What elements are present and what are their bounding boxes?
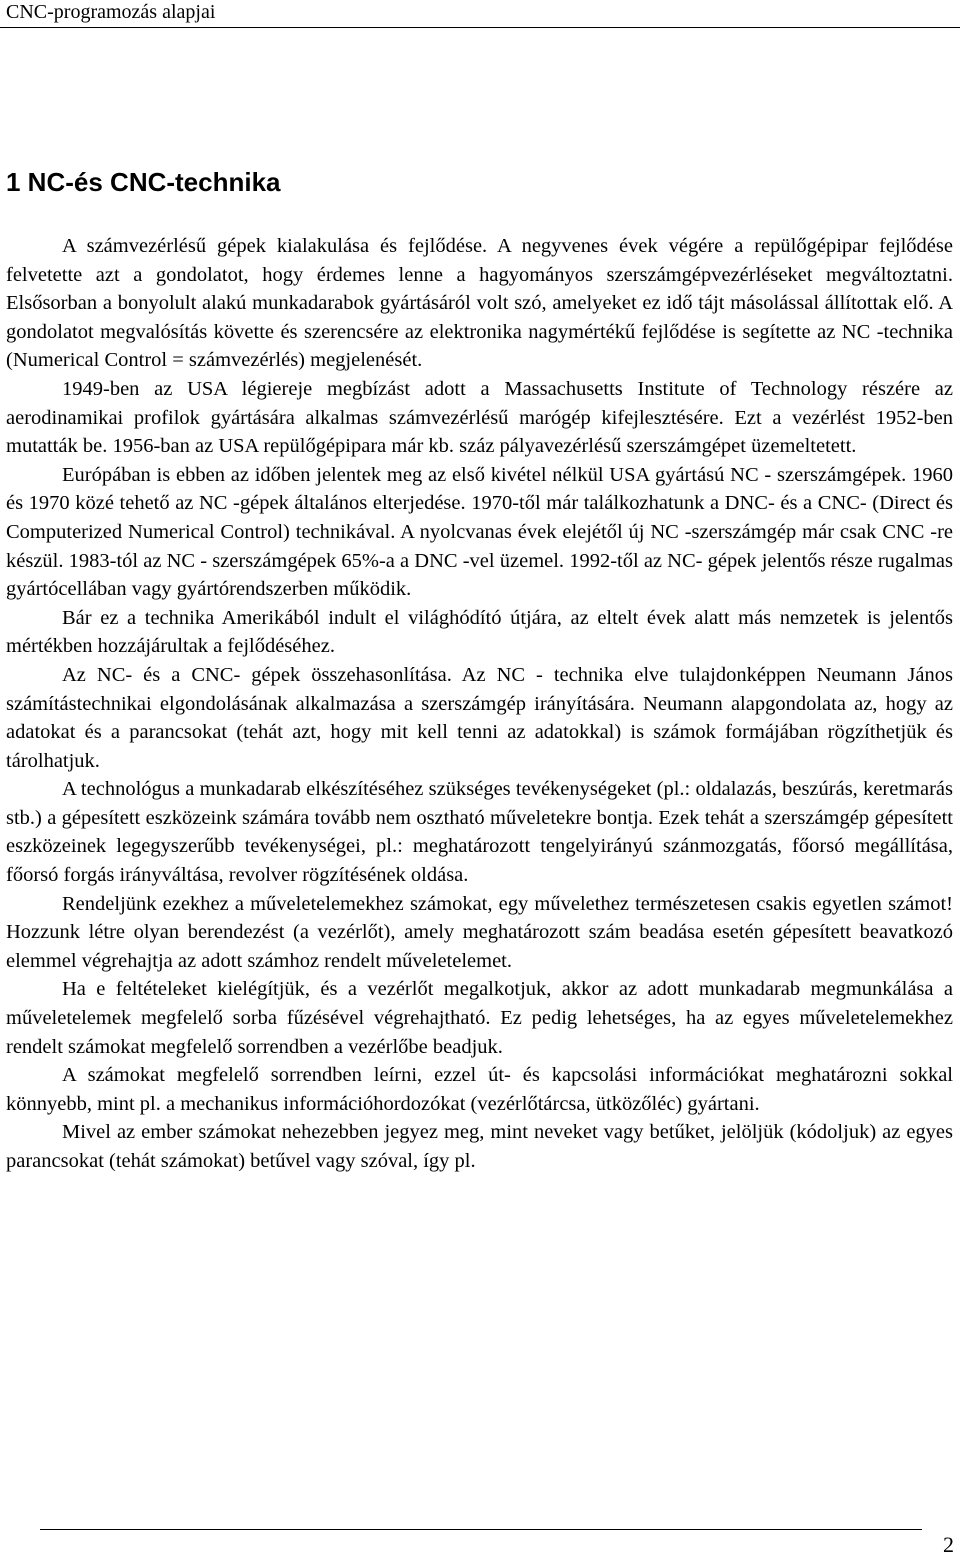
page-number: 2 — [943, 1532, 954, 1557]
paragraph: Rendeljünk ezekhez a műveletelemekhez számokat, egy művelethez természetesen csakis egyetlen számot! Hozzunk létre olyan berendezést (a vezérlőt), amely meghatározott szám beadása esetén gépesített beavatkozó elemmel végrehajtja az adott számhoz rendelt műveletelemet. — [6, 892, 953, 972]
paragraph: Európában is ebben az időben jelentek meg az első kivétel nélkül USA gyártású NC - szerszámgépek. 1960 és 1970 közé tehető az NC -gépek általános elterjedése. 1970-től már találkozhatunk a DNC- és a CNC- (Direct és Computerized Numerical Control) technikával. A nyolcvanas évek elejétől új NC -szerszámgép már csak CNC -re készül. 1983-tól az NC - szerszámgépek 65%-a a DNC -vel üzemel. 1992-től az NC- gépek jelentős része rugalmas gyártócellában vagy gyártórendszerben működik. — [6, 463, 953, 601]
paragraph: A számokat megfelelő sorrendben leírni, ezzel út- és kapcsolási információkat meghatározni sokkal könnyebb, mint pl. a mechanikus információhordozókat (vezérlőtárcsa, ütközőléc) gyártani. — [6, 1064, 953, 1115]
paragraph: A technológus a munkadarab elkészítéséhez szükséges tevékenységeket (pl.: oldalazás, beszúrás, keretmarás stb.) a gépesített eszközeink számára tovább nem osztható műveletekre bontja. Ezek tehát a szerszámgép gépesített eszközeinek legegyszerűbb tevékenységei, pl.: meghatározott tengelyirányú szánmozgatás, főorsó megállítása, főorsó forgás irányváltása, revolver rögzítésének oldása. — [6, 778, 953, 887]
paragraph: Az NC- és a CNC- gépek összehasonlítása. Az NC - technika elve tulajdonképpen Neumann János számítástechnikai elgondolásának alkalmazása a szerszámgép irányítására. Neumann alapgondolata az, hogy az adatokat és a parancsokat (tehát azt, hogy mit kell tenni az adatokkal) is számok formájában rögzíthetjük és tárolhatjuk. — [6, 663, 953, 772]
header-rule — [0, 27, 960, 28]
paragraph: Ha e feltételeket kielégítjük, és a vezérlőt megalkotjuk, akkor az adott munkadarab megmunkálása a műveletelemek megfelelő sorba fűzésével végrehajtható. Ez pedig lehetséges, ha az egyes műveletelemekhez rendelt számokat megfelelő sorrendben a vezérlőbe beadjuk. — [6, 978, 953, 1058]
paragraph: A számvezérlésű gépek kialakulása és fejlődése. A negyvenes évek végére a repülőgépipar fejlődése felvetette azt a gondolatot, hogy érdemes lenne a hagyományos szerszámgépvezérléseket megváltoztatni. Elsősorban a bonyolult alakú munkadarabok gyártásáról volt szó, amelyeket ez idő tájt másolással állítottak elő. A gondolatot megvalósítás követte és szerencsére az elektronika nagymértékű fejlődése is segítette az NC -technika (Numerical Control = számvezérlés) megjelenését. — [6, 235, 953, 372]
body-text — [6, 232, 953, 1176]
footer-rule — [40, 1529, 922, 1530]
paragraph: Mivel az ember számokat nehezebben jegyez meg, mint neveket vagy betűket, jelöljük (kódoljuk) az egyes parancsokat (tehát számokat) betűvel vagy szóval, így pl. — [6, 1121, 953, 1172]
paragraph: 1949-ben az USA légiereje megbízást adott a Massachusetts Institute of Technology részére az aerodinamikai profilok gyártására alkalmas számvezérlésű marógép kifejlesztésére. Ezt a vezérlést 1952-ben mutatták be. 1956-ban az USA repülőgépipara már kb. száz pályavezérlésű szerszámgépet üzemeltetett. — [6, 377, 953, 458]
running-header: CNC-programozás alapjai — [6, 1, 216, 23]
chapter-title: 1 NC-és CNC-technika — [6, 167, 281, 197]
paragraph: Bár ez a technika Amerikából indult el világhódító útjára, az eltelt évek alatt más nemzetek is jelentős mértékben hozzájárultak a fejlődéséhez. — [6, 606, 953, 658]
